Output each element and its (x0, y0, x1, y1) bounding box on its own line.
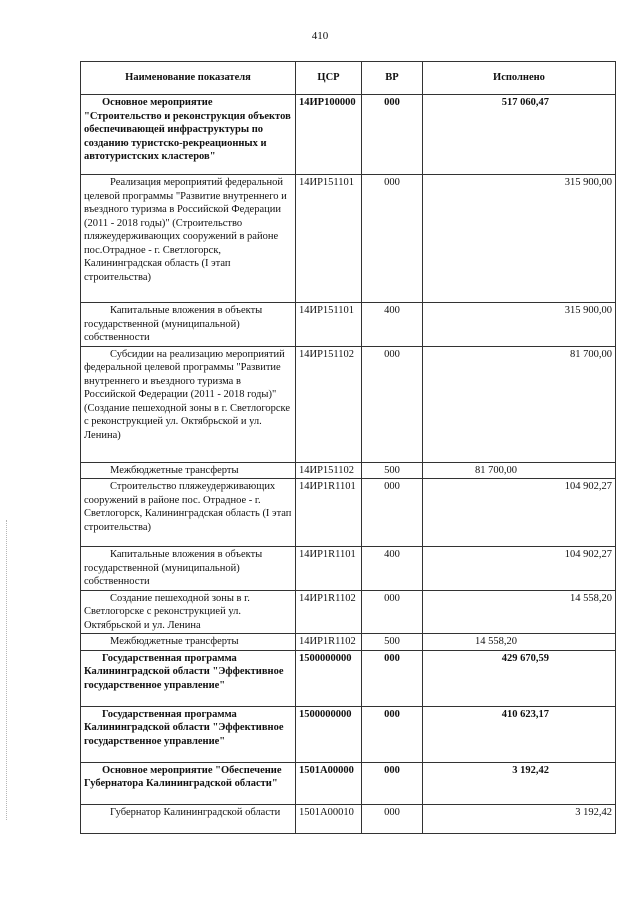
row-vr: 000 (362, 650, 423, 706)
row-vr: 400 (362, 547, 423, 591)
scan-edge-mark (6, 520, 8, 820)
row-csr: 14ИР151101 (296, 303, 362, 347)
page-number: 410 (311, 30, 329, 42)
table-row (81, 634, 616, 651)
row-name: Межбюджетные трансферты (81, 462, 296, 479)
header-name: Наименование показателя (81, 62, 296, 95)
row-amount: 81 700,00 (423, 462, 616, 479)
row-name: Государственная программа Калининградской области "Эффективное государственное управление" (81, 706, 296, 762)
row-name: Субсидии на реализацию мероприятий федеральной целевой программы "Развитие внутреннего и въездного туризма в Российской Федерации (2011 - 2018 годы)" (Создание пешеходной зоны в г. Светлогорске с реконструкцией ул. Октябрьской и ул. Ленина) (81, 346, 296, 462)
table-row (81, 804, 616, 833)
budget-table (80, 61, 616, 834)
row-csr: 14ИР151102 (296, 346, 362, 462)
row-name: Государственная программа Калининградской области "Эффективное государственное управление" (81, 650, 296, 706)
row-vr: 000 (362, 95, 423, 175)
row-name: Капитальные вложения в объекты государственной (муниципальной) собственности (81, 547, 296, 591)
row-csr: 14ИР1R1102 (296, 634, 362, 651)
row-name: Строительство пляжеудерживающих сооружений в районе пос. Отрадное - г. Светлогорск, Калининградская область (I этап строительства) (81, 479, 296, 547)
row-amount: 14 558,20 (423, 634, 616, 651)
row-name: Реализация мероприятий федеральной целевой программы "Развитие внутреннего и въездного туризма в Российской Федерации (2011 - 2018 годы)" (Строительство пляжеудерживающих сооружений в районе пос.Отрадное - г. Светлогорск, Калининградская область (I этап строительства) (81, 175, 296, 303)
row-amount: 3 192,42 (423, 804, 616, 833)
table-row (81, 762, 616, 804)
header-vr: ВР (362, 62, 423, 95)
table-row (81, 706, 616, 762)
table-row (81, 547, 616, 591)
row-csr: 14ИР1R1101 (296, 479, 362, 547)
row-vr: 000 (362, 479, 423, 547)
header-csr: ЦСР (296, 62, 362, 95)
table-row (81, 95, 616, 175)
table-row (81, 462, 616, 479)
row-csr: 1501A00000 (296, 762, 362, 804)
row-amount: 104 902,27 (423, 479, 616, 547)
row-amount: 429 670,59 (423, 650, 616, 706)
row-name: Основное мероприятие "Строительство и реконструкция объектов обеспечивающей инфраструктуры по созданию туристско-рекреационных и автотуристских кластеров" (81, 95, 296, 175)
row-amount: 315 900,00 (423, 303, 616, 347)
row-vr: 000 (362, 346, 423, 462)
row-csr: 1500000000 (296, 706, 362, 762)
row-vr: 500 (362, 462, 423, 479)
row-name: Создание пешеходной зоны в г. Светлогорске с реконструкцией ул. Октябрьской и ул. Ленина (81, 590, 296, 634)
row-vr: 000 (362, 804, 423, 833)
row-vr: 000 (362, 762, 423, 804)
row-csr: 14ИР1R1101 (296, 547, 362, 591)
row-amount: 3 192,42 (423, 762, 616, 804)
row-csr: 1501A00010 (296, 804, 362, 833)
table-row (81, 590, 616, 634)
row-vr: 000 (362, 706, 423, 762)
row-name: Межбюджетные трансферты (81, 634, 296, 651)
row-csr: 14ИР151101 (296, 175, 362, 303)
table-row (81, 346, 616, 462)
row-csr: 14ИР151102 (296, 462, 362, 479)
row-name: Капитальные вложения в объекты государственной (муниципальной) собственности (81, 303, 296, 347)
row-amount: 104 902,27 (423, 547, 616, 591)
table-row (81, 303, 616, 347)
table-row (81, 650, 616, 706)
row-csr: 14ИР100000 (296, 95, 362, 175)
header-amount: Исполнено (423, 62, 616, 95)
row-name: Основное мероприятие "Обеспечение Губернатора Калининградской области" (81, 762, 296, 804)
row-vr: 500 (362, 634, 423, 651)
table-header-row (81, 62, 616, 95)
row-vr: 400 (362, 303, 423, 347)
row-name: Губернатор Калининградской области (81, 804, 296, 833)
row-vr: 000 (362, 590, 423, 634)
table-row (81, 479, 616, 547)
row-csr: 14ИР1R1102 (296, 590, 362, 634)
table-row (81, 175, 616, 303)
row-amount: 410 623,17 (423, 706, 616, 762)
row-vr: 000 (362, 175, 423, 303)
row-amount: 517 060,47 (423, 95, 616, 175)
row-amount: 81 700,00 (423, 346, 616, 462)
row-amount: 14 558,20 (423, 590, 616, 634)
row-amount: 315 900,00 (423, 175, 616, 303)
row-csr: 1500000000 (296, 650, 362, 706)
